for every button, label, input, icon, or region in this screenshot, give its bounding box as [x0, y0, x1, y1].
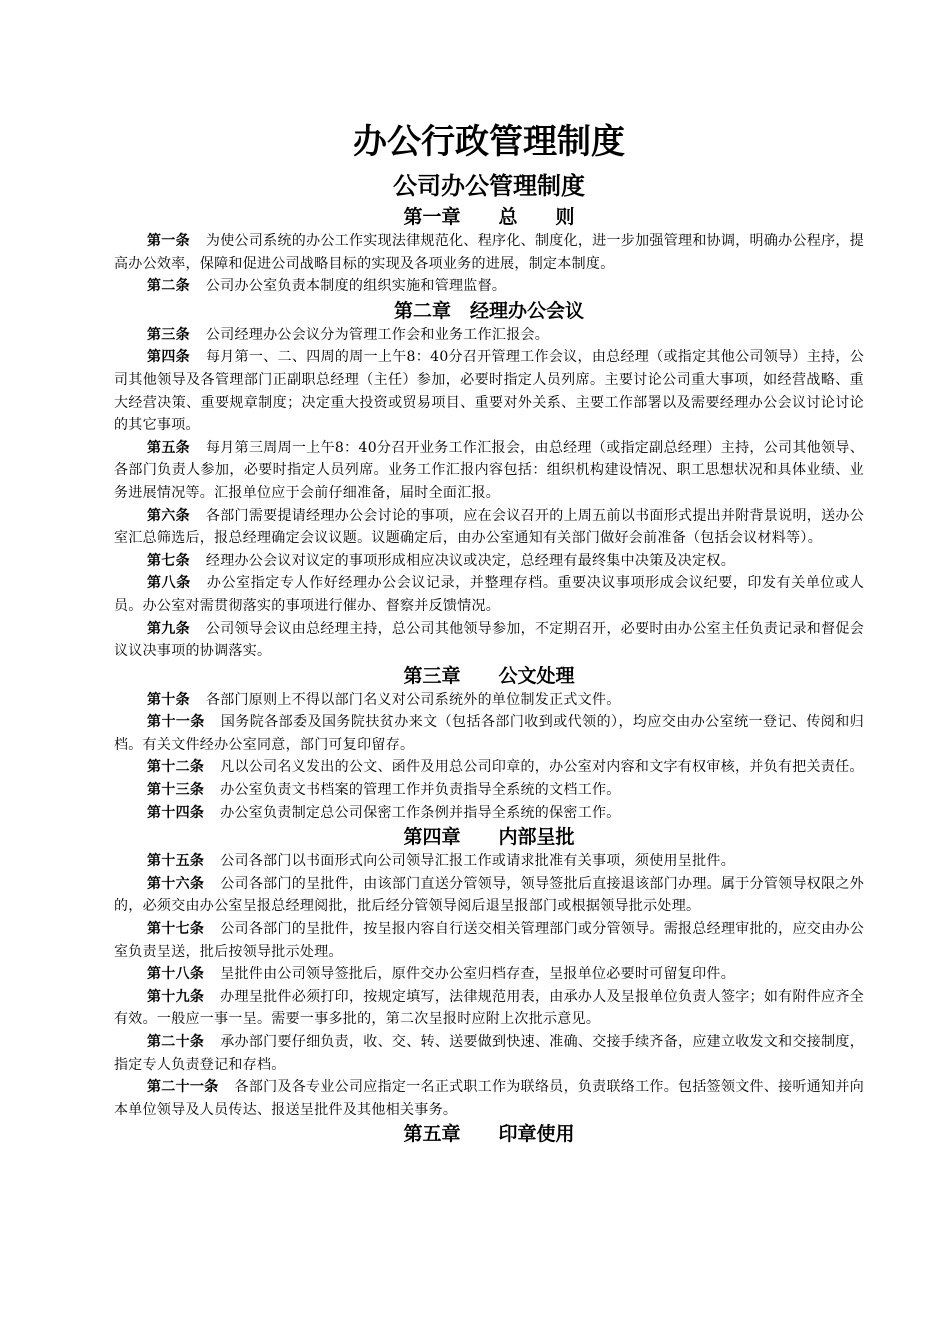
- article-number: 第十六条: [147, 875, 205, 892]
- article-text: 办理呈批件必须打印，按规定填写，法律规范用表，由承办人及呈报单位负责人签字；如有附件应齐全有效。一般应一事一呈。需要一事多批的，第二次呈报时应附上次批示意见。: [114, 988, 865, 1028]
- article-paragraph: [114, 324, 864, 347]
- article-number: 第二十一条: [147, 1079, 219, 1096]
- article-text: 办公室指定专人作好经理办公会议记录，并整理存档。重要决议事项形成会议纪要，印发有关单位或人员。办公室对需贯彻落实的事项进行催办、督察并反馈情况。: [114, 575, 865, 614]
- article-text: 公司办公室负责本制度的组织实施和管理监督。: [205, 278, 507, 295]
- article-text: 呈批件由公司领导签批后，原件交办公室归档存查，呈报单位必要时可留复印件。: [220, 966, 736, 983]
- article-paragraph: [114, 505, 864, 550]
- article-paragraph: [114, 437, 864, 505]
- article-paragraph: [114, 572, 864, 617]
- article-text: 国务院各部委及国务院扶贫办来文（包括各部门收到或代领的），均应交由办公室统一登记、传阅和归档。有关文件经办公室同意，部门可复印留存。: [114, 714, 864, 753]
- article-paragraph: [114, 346, 864, 436]
- article-paragraph: [114, 1076, 864, 1121]
- article-number: 第七条: [147, 552, 190, 569]
- article-number: 第十条: [147, 691, 190, 708]
- article-text: 各部门及各专业公司应指定一名正式职工作为联络员，负责联络工作。包括签领文件、接听通知并向本单位领导及人员传达、报送呈批件及其他相关事务。: [114, 1079, 864, 1118]
- article-text: 各部门原则上不得以部门名义对公司系统外的单位制发正式文件。: [205, 691, 621, 708]
- article-number: 第二十条: [147, 1034, 205, 1050]
- article-paragraph: [114, 1031, 864, 1076]
- article-number: 第十四条: [147, 804, 205, 821]
- article-text: 为使公司系统的办公工作实现法律规范化、程序化、制度化，进一步加强管理和协调，明确办公程序，提高办公效率，保障和促进公司战略目标的实现及各项业务的进展，制定本制度。: [114, 233, 864, 272]
- chapter-heading: 第一章 总 则: [403, 206, 575, 228]
- article-paragraph: [114, 756, 864, 779]
- article-paragraph: [114, 779, 864, 802]
- article-number: 第九条: [147, 620, 190, 637]
- document-body: [114, 204, 864, 1147]
- article-number: 第十一条: [147, 714, 205, 731]
- article-text: 办公室负责文书档案的管理工作并负责指导全系统的文档工作。: [220, 782, 621, 799]
- article-text: 承办部门要仔细负责，收、交、转、送要做到快速、准确、交接手续齐备，应建立收发文和交接制度，指定专人负责登记和存档。: [114, 1034, 865, 1073]
- chapter-heading: 第五章 印章使用: [403, 1123, 575, 1146]
- article-paragraph: [114, 850, 864, 873]
- article-paragraph: [114, 230, 864, 275]
- article-paragraph: [114, 802, 864, 825]
- article-text: 经理办公会议对议定的事项形成相应决议或决定，总经理有最终集中决策及决定权。: [205, 552, 736, 569]
- article-number: 第十七条: [147, 921, 205, 938]
- article-text: 每月第一、二、四周的周一上午8：40分召开管理工作会议，由总经理（或指定其他公司领导）主持，公司其他领导及各管理部门正副职总经理（主任）参加，必要时指定人员列席。主要讨论公司重大事项，如经营战略、重大经营决策、重要规章制度；决定重大投资或贸易项目、重要对外关系、主要工作部署以及需要经理办公会议讨论讨论的其它事项。: [114, 349, 864, 434]
- article-text: 公司各部门的呈批件，按呈报内容自行送交相关管理部门或分管领导。需报总经理审批的，应交由办公室负责呈送，批后按领导批示处理。: [114, 921, 865, 960]
- article-text: 公司各部门以书面形式向公司领导汇报工作或请求批准有关事项，须使用呈批件。: [220, 853, 736, 870]
- article-paragraph: [114, 550, 864, 573]
- article-paragraph: [114, 873, 864, 918]
- article-paragraph: [114, 618, 864, 663]
- article-text: 每月第三周周一上午8：40分召开业务工作汇报会，由总经理（或指定副总经理）主持，公司其他领导、各部门负责人参加，必要时指定人员列席。业务工作汇报内容包括：组织机构建设情况、职工思想状况和具体业绩、业务进展情况等。汇报单位应于会前仔细准备，届时全面汇报。: [114, 439, 864, 501]
- article-number: 第十九条: [147, 988, 205, 1005]
- article-number: 第十三条: [147, 782, 205, 799]
- article-paragraph: [114, 275, 864, 298]
- article-paragraph: [114, 711, 864, 756]
- article-text: 公司各部门的呈批件，由该部门直送分管领导，领导签批后直接退该部门办理。属于分管领导权限之外的，必须交由办公室呈报总经理阅批，批后经分管领导阅后退呈报部门或根据领导批示处理。: [114, 875, 865, 915]
- article-paragraph: [114, 963, 864, 986]
- article-number: 第十五条: [147, 853, 205, 870]
- document-title: 办公行政管理制度: [353, 122, 625, 162]
- article-number: 第四条: [147, 349, 190, 366]
- chapter-heading: 第三章 公文处理: [403, 664, 575, 687]
- article-number: 第三条: [147, 326, 190, 343]
- article-text: 公司领导会议由总经理主持，总公司其他领导参加，不定期召开，必要时由办公室主任负责记录和督促会议议决事项的协调落实。: [114, 620, 864, 660]
- article-number: 第十八条: [147, 966, 205, 983]
- chapter-heading: 第二章 经理办公会议: [393, 299, 584, 322]
- article-number: 第五条: [147, 439, 190, 456]
- article-paragraph: [114, 918, 864, 963]
- article-text: 公司经理办公会议分为管理工作会和业务工作汇报会。: [205, 326, 550, 343]
- article-text: 各部门需要提请经理办公会讨论的事项，应在会议召开的上周五前以书面形式提出并附背景说明，送办公室汇总筛选后，报总经理确定会议议题。议题确定后，由办公室通知有关部门做好会前准备（包括会议材料等）。: [114, 507, 864, 547]
- article-paragraph: [114, 986, 864, 1031]
- article-number: 第一条: [147, 233, 190, 249]
- article-text: 凡以公司名义发出的公文、函件及用总公司印章的，办公室对内容和文字有权审核，并负有把关责任。: [220, 759, 864, 776]
- article-number: 第八条: [147, 575, 191, 592]
- article-number: 第六条: [147, 507, 190, 524]
- chapter-heading: 第四章 内部呈批: [403, 826, 575, 849]
- document-subtitle: 公司办公管理制度: [393, 172, 585, 200]
- article-number: 第二条: [147, 278, 190, 295]
- article-paragraph: [114, 689, 864, 712]
- article-number: 第十二条: [147, 759, 205, 776]
- article-text: 办公室负责制定总公司保密工作条例并指导全系统的保密工作。: [220, 804, 621, 821]
